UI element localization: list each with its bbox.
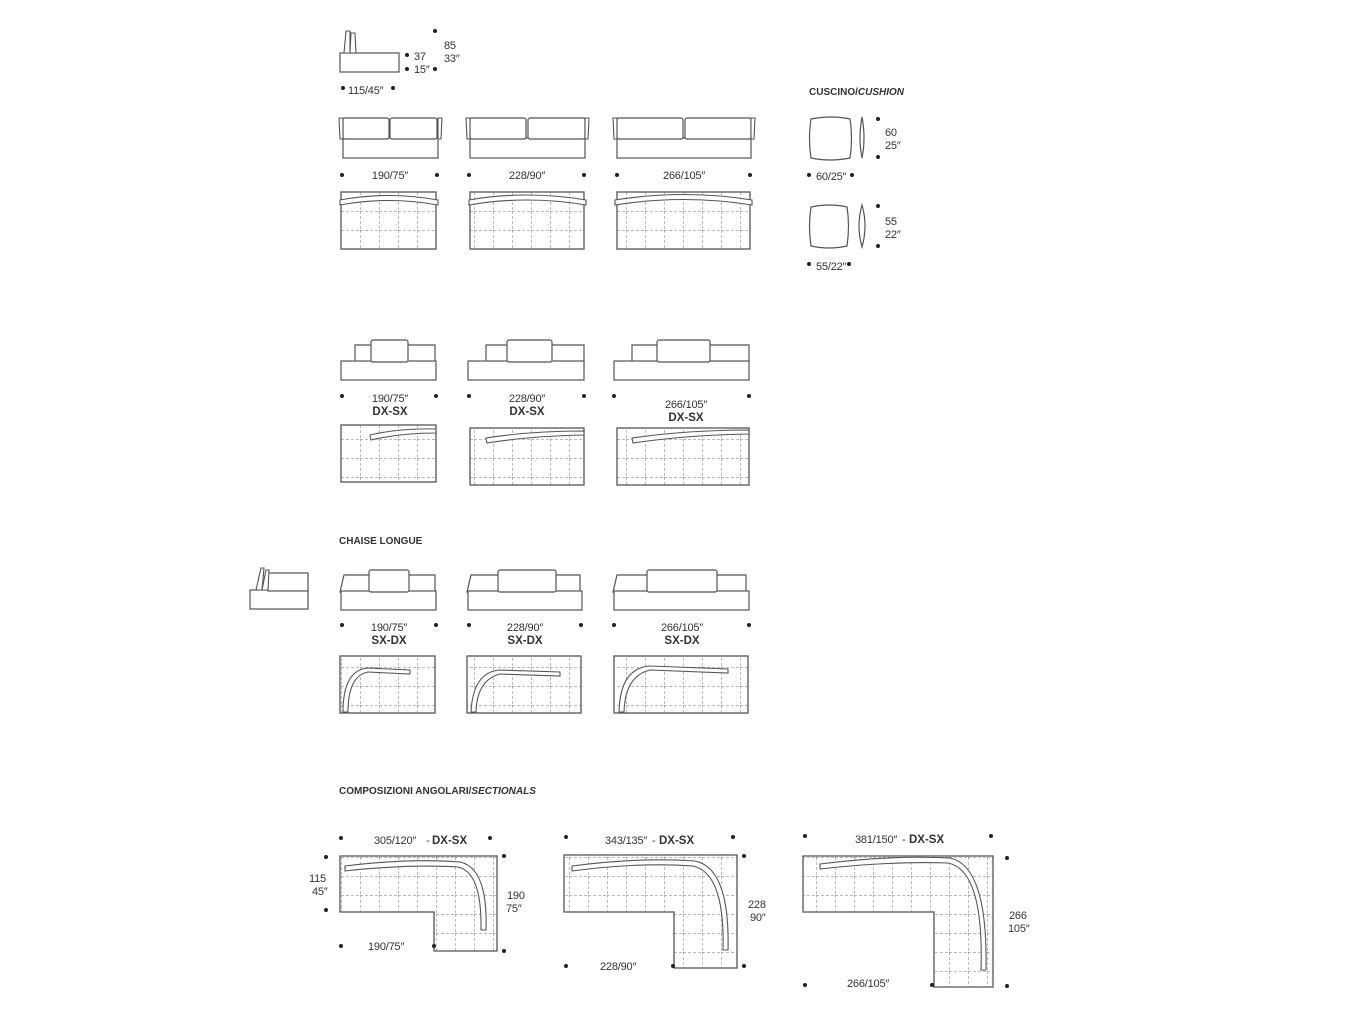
cushion-60-height-inches: 25″ [885,140,901,152]
open-sofa-266-width: 266/105″ [664,399,708,411]
open-sofa-266-code: DX-SX [668,412,704,424]
open-sofa-190-plan [341,425,436,482]
sectional-305-depth-inches: 45″ [312,886,328,898]
chaise-190-width: 190/75″ [370,622,408,634]
sofa-228-front [466,118,589,158]
open-sofa-228-plan [470,428,584,485]
sectional-381-plan [803,856,993,987]
cushion-55-height: 55 [885,216,897,228]
chaise-228-code: SX-DX [507,635,543,647]
chaise-266-plan [614,656,748,713]
open-sofa-228-front [468,340,584,380]
chaise-228-front [467,570,582,610]
chaise-266-front [613,570,749,610]
sectional-305-code: DX-SX [432,835,468,847]
sectional-381-code: DX-SX [909,834,945,846]
side-depth: 115/45″ [348,85,384,97]
chaise-190-code: SX-DX [371,635,407,647]
cushion-60-height: 60 [885,127,897,139]
sectional-305-width: 305/120″ [374,835,417,847]
sectional-305-plan [340,856,497,951]
chaise-228-width: 228/90″ [506,622,544,634]
sectional-343-side-inches: 90″ [750,912,766,924]
sectional-305-depth: 115 [309,873,326,885]
sectional-381-side-inches: 105″ [1008,923,1030,935]
sofa-228-plan [469,192,586,249]
side-view-drawing [340,31,399,72]
sectional-381-bottom: 266/105″ [847,978,890,990]
cushion-heading: CUSCINO/CUSHION [809,87,905,98]
sectional-343-side: 228 [748,899,766,911]
open-sofa-190-width: 190/75″ [371,393,409,405]
sofa-190-front [339,118,442,158]
sectional-305-side-inches: 75″ [506,903,522,915]
sectional-305-side: 190 [507,890,525,902]
sofa-266-front [613,118,755,158]
sectional-381-side: 266 [1009,910,1027,922]
sectional-381-width: 381/150″ [855,834,898,846]
open-sofa-labels [340,393,751,424]
open-sofa-228-code: DX-SX [509,406,545,418]
sectional-305-separator: - [426,835,430,847]
total-height-inches: 33″ [444,53,460,65]
chaise-heading: CHAISE LONGUE [339,536,423,547]
sofa-266-width: 266/105″ [662,170,706,182]
open-sofa-266-front [614,340,749,380]
sofa-266-plan [615,192,752,249]
total-height: 85 [444,40,456,52]
chaise-190-plan [340,656,435,713]
cushion-55-height-inches: 22″ [885,229,901,241]
sectional-305-bottom: 190/75″ [368,941,405,953]
open-sofa-190-code: DX-SX [372,406,408,418]
sofa-228-width: 228/90″ [508,170,546,182]
open-sofa-190-front [341,340,436,380]
sofa-190-plan [340,192,438,249]
chaise-266-code: SX-DX [664,635,700,647]
seat-height: 37 [414,51,426,63]
sectionals-heading: COMPOSIZIONI ANGOLARI/SECTIONALS [339,786,536,797]
sectional-343-separator: - [652,835,656,847]
cushion-55 [807,204,901,273]
cushion-55-size: 55/22″ [816,261,847,273]
chaise-228-plan [467,656,581,713]
sofa-190-width: 190/75″ [371,170,409,182]
sectional-343-plan [564,855,737,968]
sectional-381-separator: - [902,834,906,846]
chaise-266-width: 266/105″ [660,622,704,634]
chaise-labels [340,622,751,647]
cushion-60 [807,117,901,183]
sectional-343-code: DX-SX [659,835,695,847]
seat-height-inches: 15″ [414,64,430,76]
sofa-width-labels [340,170,752,182]
chaise-side-view [250,568,308,609]
cushion-60-size: 60/25″ [816,171,847,183]
open-sofa-228-width: 228/90″ [508,393,546,405]
open-sofa-266-plan [617,428,749,485]
chaise-190-front [340,570,436,610]
sectional-343-bottom: 228/90″ [600,961,637,973]
sectional-343-width: 343/135″ [605,835,648,847]
